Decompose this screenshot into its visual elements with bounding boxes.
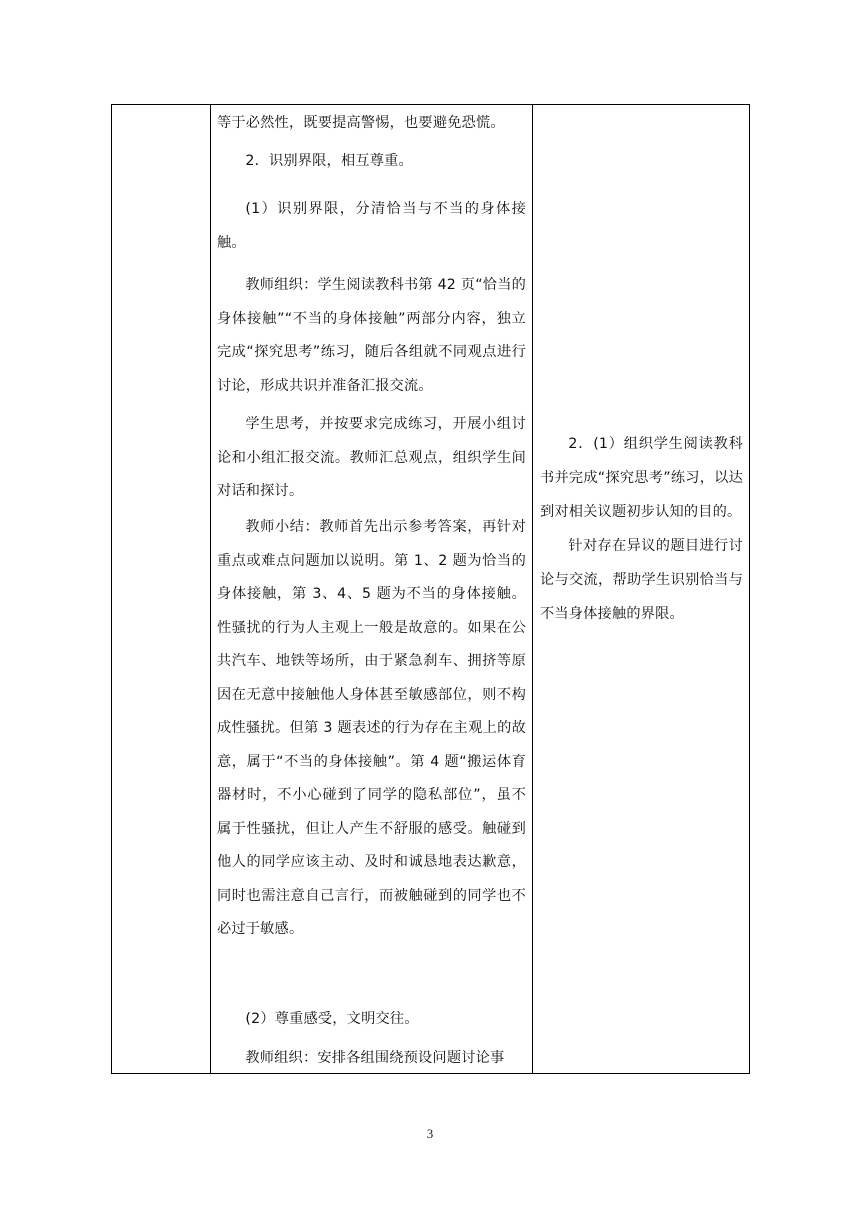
paragraph: 等于必然性，既要提高警惕，也要避免恐慌。: [217, 115, 505, 131]
paragraph: 教师组织：安排各组围绕预设问题讨论事: [245, 1050, 505, 1066]
paragraph: 学生思考，并按要求完成练习，开展小组讨论和小组汇报交流。教师汇总观点，组织学生间对话和探讨。: [217, 416, 526, 499]
paragraph: 2．(1）组织学生阅读教科书并完成“探究思考”练习，以达到对相关议题初步认知的目的。: [540, 436, 743, 520]
lesson-plan-table: [111, 104, 750, 1074]
table-cell-teaching-process: [211, 105, 533, 1074]
sub-heading: (2）尊重感受，文明交往。: [245, 1011, 419, 1027]
table-cell-left-empty: [112, 105, 211, 1074]
table-row: [112, 105, 750, 1074]
paragraph: 针对存在异议的题目进行讨论与交流，帮助学生识别恰当与不当身体接触的界限。: [540, 538, 743, 622]
page-number: 3: [426, 1126, 434, 1141]
paragraph: 教师小结：教师首先出示参考答案，再针对重点或难点问题加以说明。第 1、2 题为恰当的身体接触，第 3、4、5 题为不当的身体接触。性骚扰的行为人主观上一般是故意的。如果在公共汽车、地铁等场所，由于紧急刹车、拥挤等原因在无意中接触他人身体甚至敏感部位，则不构成性骚扰。但第 3 题表述的行为存在主观上的故意，属于“不当的身体接触”。第 4 题“搬运体育器材时，不小心碰到了同学的隐私部位”，虽不属于性骚扰，但让人产生不舒服的感受。触碰到他人的同学应该主动、及时和诚恳地表达歉意，同时也需注意自己言行，而被触碰到的同学也不必过于敏感。: [217, 519, 526, 937]
sub-heading: (1）识别界限，分清恰当与不当的身体接触。: [217, 201, 526, 251]
section-heading: 2．识别界限，相互尊重。: [245, 153, 413, 169]
table-cell-design-intent: [533, 105, 750, 1074]
paragraph: 教师组织：学生阅读教科书第 42 页“恰当的身体接触”“不当的身体接触”两部分内容，独立完成“探究思考”练习，随后各组就不同观点进行讨论，形成共识并准备汇报交流。: [217, 277, 526, 394]
design-intent-text: [540, 427, 743, 631]
